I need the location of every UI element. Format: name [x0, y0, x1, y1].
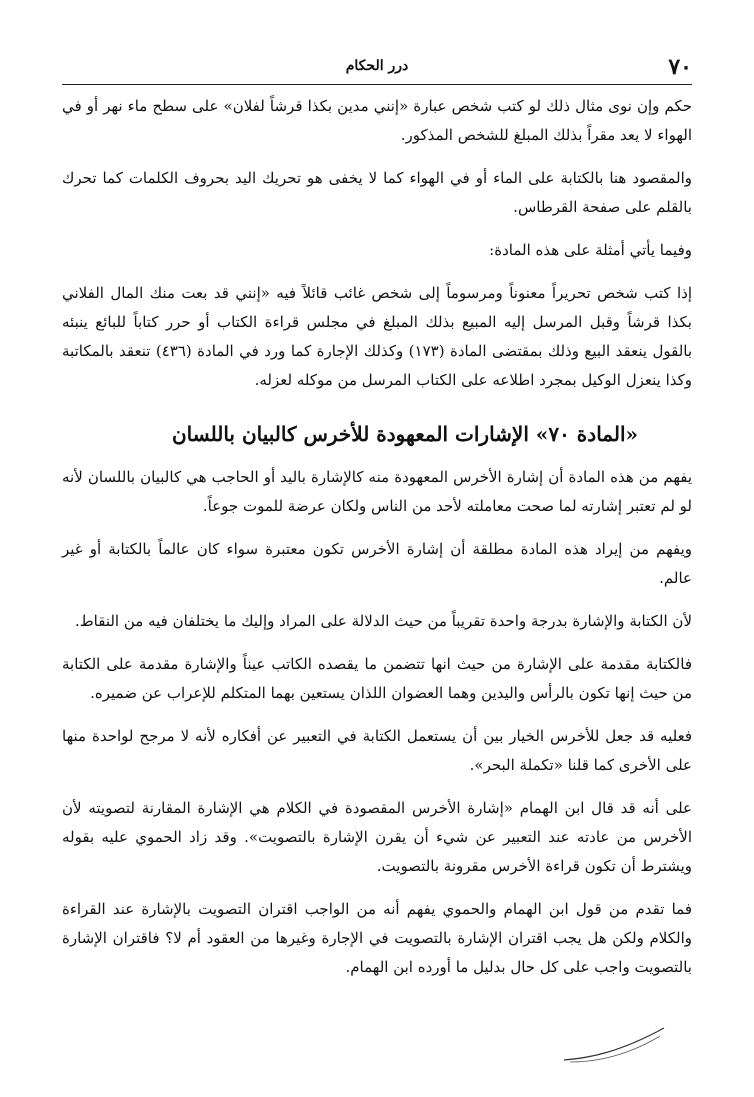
paragraph: وفيما يأتي أمثلة على هذه المادة:: [489, 241, 692, 259]
paragraph: ويفهم من إيراد هذه المادة مطلقة أن إشارة الأخرس تكون معتبرة سواء كان عالماً بالكتابة أو غير عالم.: [62, 540, 692, 587]
body-text: [62, 92, 692, 996]
page-header: [62, 54, 692, 84]
paragraph: إذا كتب شخص تحريراً معنوناً ومرسوماً إلى شخص غائب قائلاً فيه «إنني قد بعت منك المال الفلاني بكذا قرشاً وقبل المرسل إليه المبيع بذلك المبلغ في مجلس قراءة الكتاب أو حرر كتاباً للبائع ينبئه بالقول ينعقد البيع وذلك بمقتضى المادة (١٧٣) وكذلك الإجارة كما ورد في المادة (٤٣٦) تنعقد بالمكاتبة وكذا ينعزل الوكيل بمجرد اطلاعه على الكتاب المرسل من موكله لعزله.: [62, 284, 693, 389]
paragraph: فعليه قد جعل للأخرس الخيار بين أن يستعمل الكتابة في التعبير عن أفكاره لأنه لا مرجح لواحدة منها على الأخرى كما قلنا «تكملة البحر».: [62, 727, 692, 774]
running-title: درر الحكام: [345, 58, 409, 74]
paragraph: فالكتابة مقدمة على الإشارة من حيث انها تتضمن ما يقصده الكاتب عيناً والإشارة مقدمة على الكتابة من حيث إنها تكون بالرأس واليدين وهما العضوان اللذان يستعين بهما المتكلم للإعراب عن ضميره.: [62, 655, 692, 702]
article-heading: «المادة ٧٠» الإشارات المعهودة للأخرس كالبيان باللسان: [171, 422, 638, 446]
paragraph: والمقصود هنا بالكتابة على الماء أو في الهواء كما لا يخفى هو تحريك اليد بحروف الكلمات كما تحرك بالقلم على صفحة القرطاس.: [62, 169, 692, 216]
paragraph: حكم وإن نوى مثال ذلك لو كتب شخص عبارة «إنني مدين بكذا قرشاً لفلان» على سطح ماء نهر أو في الهواء لا يعد مقراً بذلك المبلغ للشخص المذكور.: [62, 97, 692, 144]
paragraph: يفهم من هذه المادة أن إشارة الأخرس المعهودة منه كالإشارة باليد أو الحاجب هي كالبيان باللسان لأنه لو لم تعتبر إشارته لما صحت معاملته لأحد من الناس ولكان عرضة للموت جوعاً.: [62, 468, 692, 515]
end-flourish-icon: [560, 1022, 670, 1068]
paragraph: فما تقدم من قول ابن الهمام والحموي يفهم أنه من الواجب اقتران التصويت بالإشارة عند القراءة والكلام ولكن هل يجب اقتران الإشارة بالتصويت في الإجارة وغيرها من العقود أم لا؟ فاقتران الإشارة بالتصويت واجب على كل حال بدليل ما أورده ابن الهمام.: [62, 900, 692, 976]
paragraph: على أنه قد قال ابن الهمام «إشارة الأخرس المقصودة في الكلام هي الإشارة المقارنة لتصويته لأن الأخرس من عادته عند التعبير عن شيء أن يقرن الإشارة بالتصويت». وقد زاد الحموي عليه بقوله ويشترط أن تكون قراءة الأخرس مقرونة بالتصويت.: [62, 799, 692, 875]
page-number: ٧٠: [668, 54, 692, 80]
header-rule: [62, 84, 692, 85]
paragraph: لأن الكتابة والإشارة بدرجة واحدة تقريباً من حيث الدلالة على المراد وإليك ما يختلفان فيه من النقاط.: [75, 612, 692, 630]
